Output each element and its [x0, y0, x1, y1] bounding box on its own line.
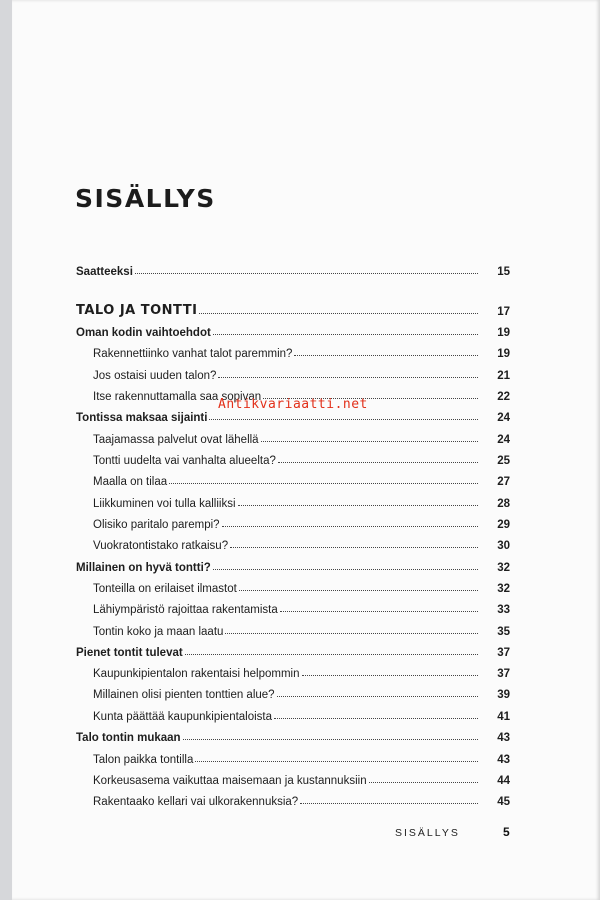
toc-entry-label: Talo tontin mukaan: [76, 732, 181, 744]
toc-entry: [93, 342, 510, 360]
dot-leader: [302, 675, 479, 676]
dot-leader: [225, 633, 478, 634]
dot-leader: [185, 654, 478, 655]
toc-entry-label: Millainen on hyvä tontti?: [76, 562, 211, 574]
toc-entry: [93, 662, 510, 680]
toc-entry: [93, 364, 510, 382]
toc-entry-page: 41: [497, 711, 510, 723]
toc-entry: [76, 641, 510, 659]
dot-leader: [300, 803, 478, 804]
toc-entry-label: Oman kodin vaihtoehdot: [76, 327, 211, 339]
toc-entry-label: Kaupunkipientalon rakentaisi helpommin: [93, 668, 300, 680]
dot-leader: [294, 355, 478, 356]
toc-entry: [93, 748, 510, 766]
dot-leader: [213, 334, 478, 335]
dot-leader: [280, 611, 478, 612]
toc-entry-label: Talon paikka tontilla: [93, 754, 194, 766]
toc-entry-label: Tontissa maksaa sijainti: [76, 412, 208, 424]
watermark: Antikvariaatti.net: [218, 397, 368, 412]
footer-section-label: SISÄLLYS: [395, 827, 460, 839]
toc-entry: [93, 769, 510, 787]
toc-entry-page: 25: [497, 455, 510, 467]
toc-entry: [93, 534, 510, 552]
toc-entry-page: 29: [497, 519, 510, 531]
toc-entry: [93, 513, 510, 531]
toc-entry-label: Itse rakennuttamalla saa sopivan: [93, 391, 262, 403]
page-title: SISÄLLYS: [75, 184, 216, 213]
toc-entry-label: Rakentaako kellari vai ulkorakennuksia?: [93, 796, 299, 808]
dot-leader: [239, 590, 478, 591]
toc-entry: [93, 683, 510, 701]
toc-entry-page: 45: [497, 796, 510, 808]
toc-entry: [76, 726, 510, 744]
toc-entry-label: Korkeusasema vaikuttaa maisemaan ja kustannuksiin: [93, 775, 367, 787]
toc-entry: [76, 260, 510, 278]
toc-entry-page: 21: [497, 370, 510, 382]
dot-leader: [135, 273, 478, 274]
toc-entry-label: Rakennettiinko vanhat talot paremmin?: [93, 348, 293, 360]
toc-entry: [93, 790, 510, 808]
toc-entry-page: 37: [497, 668, 510, 680]
toc-entry: [93, 598, 510, 616]
toc-entry-page: 37: [497, 647, 510, 659]
toc-entry-page: 32: [497, 562, 510, 574]
toc-entry-page: 43: [497, 754, 510, 766]
toc-entry-label: TALO JA TONTTI: [76, 303, 198, 318]
dot-leader: [218, 377, 478, 378]
toc-entry-page: 35: [497, 626, 510, 638]
toc-entry-page: 22: [497, 391, 510, 403]
toc-entry-label: Taajamassa palvelut ovat lähellä: [93, 434, 259, 446]
toc-entry-label: Vuokratontistako ratkaisu?: [93, 540, 229, 552]
dot-leader: [209, 419, 478, 420]
toc-entry: [76, 556, 510, 574]
toc-entry-page: 24: [497, 412, 510, 424]
toc-entry-label: Kunta päättää kaupunkipientaloista: [93, 711, 273, 723]
toc-entry-label: Pienet tontit tulevat: [76, 647, 183, 659]
dot-leader: [238, 505, 478, 506]
toc-entry-page: 17: [497, 306, 510, 318]
toc-entry-page: 43: [497, 732, 510, 744]
toc-entry-page: 44: [497, 775, 510, 787]
toc-entry-page: 28: [497, 498, 510, 510]
dot-leader: [213, 569, 478, 570]
toc-entry: [93, 620, 510, 638]
toc-entry-page: 32: [497, 583, 510, 595]
toc-entry: [93, 705, 510, 723]
toc-entry: [93, 470, 510, 488]
toc-entry-page: 33: [497, 604, 510, 616]
toc-entry-page: 24: [497, 434, 510, 446]
toc-entry-page: 27: [497, 476, 510, 488]
dot-leader: [261, 441, 478, 442]
toc-entry-label: Liikkuminen voi tulla kalliiksi: [93, 498, 236, 510]
toc-entry-label: Saatteeksi: [76, 266, 133, 278]
toc-entry-page: 19: [497, 348, 510, 360]
toc-entry-page: 39: [497, 689, 510, 701]
toc-entry-label: Maalla on tilaa: [93, 476, 168, 488]
dot-leader: [169, 483, 478, 484]
toc-entry: [93, 449, 510, 467]
toc-entry-label: Tontin koko ja maan laatu: [93, 626, 224, 638]
toc-entry: [93, 492, 510, 510]
toc-entry-page: 19: [497, 327, 510, 339]
dot-leader: [278, 462, 478, 463]
dot-leader: [183, 739, 478, 740]
toc-entry-label: Tontti uudelta vai vanhalta alueelta?: [93, 455, 276, 467]
footer-page-number: 5: [503, 825, 510, 839]
toc-entry: [76, 300, 510, 318]
toc-entry: [76, 321, 510, 339]
dot-leader: [274, 718, 478, 719]
dot-leader: [369, 782, 478, 783]
dot-leader: [199, 313, 478, 314]
dot-leader: [277, 696, 478, 697]
toc-entry-label: Lähiympäristö rajoittaa rakentamista: [93, 604, 278, 616]
toc-entry-label: Jos ostaisi uuden talon?: [93, 370, 217, 382]
toc-entry-label: Olisiko paritalo parempi?: [93, 519, 220, 531]
toc-entry-page: 15: [497, 266, 510, 278]
toc-entry-label: Tonteilla on erilaiset ilmastot: [93, 583, 237, 595]
dot-leader: [195, 761, 478, 762]
toc-entry: [93, 577, 510, 595]
toc-entry-label: Millainen olisi pienten tonttien alue?: [93, 689, 275, 701]
toc-entry: [93, 428, 510, 446]
dot-leader: [230, 547, 478, 548]
dot-leader: [222, 526, 478, 527]
toc-entry-page: 30: [497, 540, 510, 552]
